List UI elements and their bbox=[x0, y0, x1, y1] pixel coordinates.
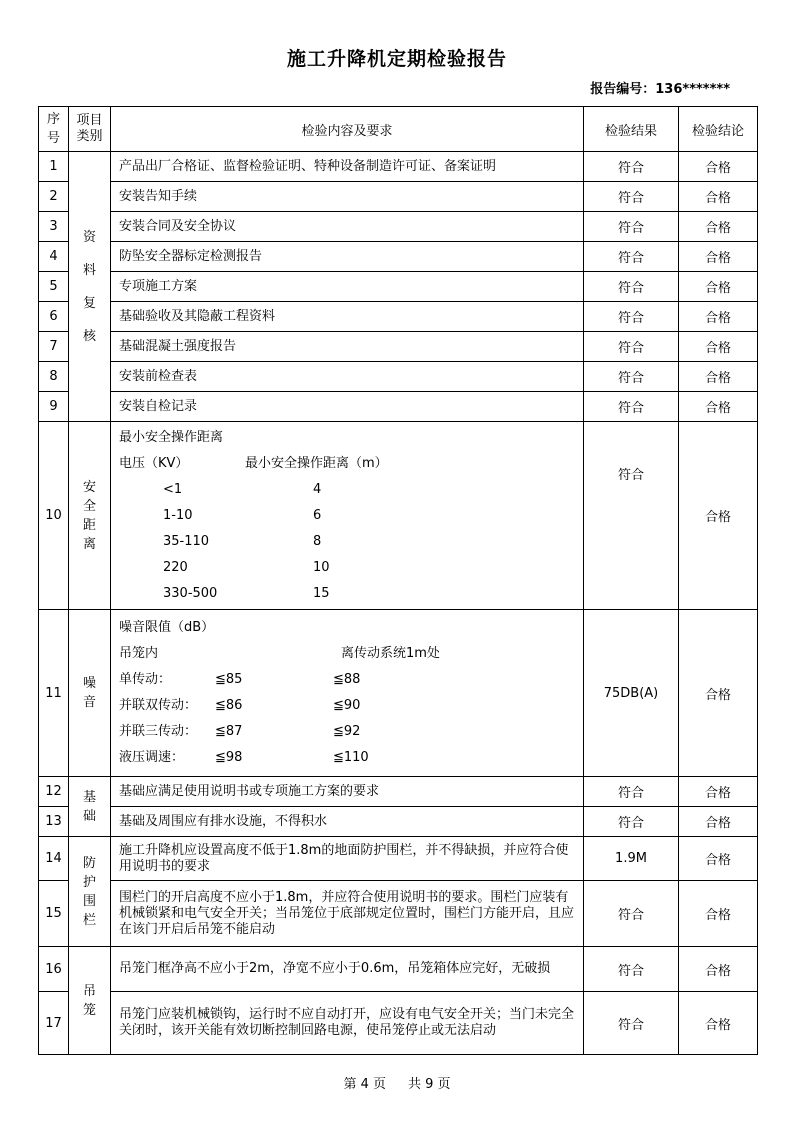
row-content: 防坠安全器标定检测报告 bbox=[111, 242, 584, 272]
row-content: 安装自检记录 bbox=[111, 392, 584, 422]
table-row bbox=[39, 992, 758, 1055]
row-conclusion: 合格 bbox=[679, 777, 758, 807]
safety-distance-content bbox=[111, 422, 584, 610]
row-conclusion: 合格 bbox=[679, 422, 758, 610]
row-conclusion: 合格 bbox=[679, 302, 758, 332]
table-row bbox=[39, 777, 758, 807]
row-content: 吊笼门框净高不应小于2m，净宽不应小于0.6m，吊笼箱体应完好，无破损 bbox=[111, 947, 584, 992]
row-conclusion: 合格 bbox=[679, 992, 758, 1055]
noise-drive-limit: ≦92 bbox=[333, 724, 361, 739]
report-number bbox=[590, 78, 730, 97]
table-row bbox=[39, 947, 758, 992]
safety-distance: 10 bbox=[313, 559, 330, 575]
table-row bbox=[39, 807, 758, 837]
noise-cage-limit: ≦87 bbox=[215, 724, 243, 739]
row-conclusion: 合格 bbox=[679, 242, 758, 272]
row-content: 基础应满足使用说明书或专项施工方案的要求 bbox=[111, 777, 584, 807]
row-conclusion: 合格 bbox=[679, 362, 758, 392]
row-number: 14 bbox=[39, 837, 69, 881]
noise-cage-limit: ≦86 bbox=[215, 698, 243, 713]
table-row-noise bbox=[39, 610, 758, 777]
noise-drive-type: 并联双传动： bbox=[119, 698, 198, 713]
inspection-table bbox=[38, 106, 758, 1055]
table-row bbox=[39, 392, 758, 422]
page-footer bbox=[0, 1073, 794, 1092]
table-row bbox=[39, 362, 758, 392]
row-content: 吊笼门应装机械锁钩，运行时不应自动打开，应设有电气安全开关；当门未完全关闭时，该开关能有效切断控制回路电源，使吊笼停止或无法启动 bbox=[111, 992, 584, 1055]
row-result: 符合 bbox=[584, 881, 679, 947]
row-result: 符合 bbox=[584, 992, 679, 1055]
noise-heading: 噪音限值（dB） bbox=[119, 620, 215, 635]
page-total: 共 9 页 bbox=[408, 1077, 451, 1092]
report-number-value: 136******* bbox=[655, 82, 730, 97]
category-docs: 资料复核 bbox=[69, 152, 111, 422]
page-number: 第 4 页 bbox=[343, 1077, 386, 1092]
row-conclusion: 合格 bbox=[679, 610, 758, 777]
noise-drive-limit: ≦88 bbox=[333, 672, 361, 687]
row-number: 5 bbox=[39, 272, 69, 302]
category-noise: 噪音 bbox=[69, 610, 111, 777]
row-conclusion: 合格 bbox=[679, 392, 758, 422]
row-content: 基础混凝土强度报告 bbox=[111, 332, 584, 362]
row-number: 8 bbox=[39, 362, 69, 392]
noise-cage-limit: ≦85 bbox=[215, 672, 243, 687]
row-number: 15 bbox=[39, 881, 69, 947]
table-row bbox=[39, 152, 758, 182]
row-result: 符合 bbox=[584, 362, 679, 392]
row-number: 13 bbox=[39, 807, 69, 837]
row-number: 10 bbox=[39, 422, 69, 610]
row-conclusion: 合格 bbox=[679, 837, 758, 881]
row-number: 12 bbox=[39, 777, 69, 807]
row-content: 围栏门的开启高度不应小于1.8m，并应符合使用说明书的要求。围栏门应装有机械锁紧和电气安全开关；当吊笼位于底部规定位置时，围栏门方能开启，且应在该门开启后吊笼不能启动 bbox=[111, 881, 584, 947]
row-content: 基础及周围应有排水设施，不得积水 bbox=[111, 807, 584, 837]
noise-drive-limit: ≦110 bbox=[333, 750, 369, 765]
row-conclusion: 合格 bbox=[679, 272, 758, 302]
row-content: 安装告知手续 bbox=[111, 182, 584, 212]
safety-heading: 最小安全操作距离 bbox=[119, 429, 224, 445]
noise-drive-type: 液压调速： bbox=[119, 750, 185, 765]
row-conclusion: 合格 bbox=[679, 152, 758, 182]
noise-drive-limit: ≦90 bbox=[333, 698, 361, 713]
table-row bbox=[39, 837, 758, 881]
category-safety: 安全距离 bbox=[69, 422, 111, 610]
safety-voltage: 35-110 bbox=[163, 533, 210, 549]
safety-distance: 4 bbox=[313, 481, 322, 497]
row-conclusion: 合格 bbox=[679, 182, 758, 212]
category-foundation: 基础 bbox=[69, 777, 111, 837]
noise-drive-type: 单传动： bbox=[119, 672, 172, 687]
row-number: 17 bbox=[39, 992, 69, 1055]
category-cage: 吊笼 bbox=[69, 947, 111, 1055]
table-row bbox=[39, 272, 758, 302]
row-conclusion: 合格 bbox=[679, 881, 758, 947]
noise-col-drive: 离传动系统1m处 bbox=[341, 646, 440, 661]
row-content: 安装合同及安全协议 bbox=[111, 212, 584, 242]
row-result: 符合 bbox=[584, 272, 679, 302]
safety-distance: 6 bbox=[313, 507, 322, 523]
noise-cage-limit: ≦98 bbox=[215, 750, 243, 765]
noise-col-cage: 吊笼内 bbox=[119, 646, 159, 661]
row-result: 符合 bbox=[584, 212, 679, 242]
safety-col-voltage: 电压（KV） bbox=[119, 455, 189, 471]
row-content: 安装前检查表 bbox=[111, 362, 584, 392]
row-result: 符合 bbox=[584, 152, 679, 182]
row-number: 7 bbox=[39, 332, 69, 362]
table-header-row bbox=[39, 107, 758, 152]
safety-col-distance: 最小安全操作距离（m） bbox=[245, 455, 388, 471]
safety-voltage: 330-500 bbox=[163, 585, 218, 601]
report-title: 施工升降机定期检验报告 bbox=[286, 48, 507, 70]
row-result: 符合 bbox=[584, 947, 679, 992]
safety-distance: 15 bbox=[313, 585, 330, 601]
row-number: 11 bbox=[39, 610, 69, 777]
row-result: 1.9M bbox=[584, 837, 679, 881]
table-row bbox=[39, 242, 758, 272]
category-fence: 防护围栏 bbox=[69, 837, 111, 947]
row-number: 6 bbox=[39, 302, 69, 332]
row-conclusion: 合格 bbox=[679, 212, 758, 242]
row-result: 符合 bbox=[584, 422, 679, 610]
row-result: 符合 bbox=[584, 182, 679, 212]
header-category: 项目类别 bbox=[69, 107, 111, 152]
row-result: 75DB(A) bbox=[584, 610, 679, 777]
safety-voltage: <1 bbox=[163, 481, 183, 497]
safety-distance: 8 bbox=[313, 533, 322, 549]
row-content: 产品出厂合格证、监督检验证明、特种设备制造许可证、备案证明 bbox=[111, 152, 584, 182]
row-content: 基础验收及其隐蔽工程资料 bbox=[111, 302, 584, 332]
table-row bbox=[39, 332, 758, 362]
row-conclusion: 合格 bbox=[679, 807, 758, 837]
table-row bbox=[39, 302, 758, 332]
row-conclusion: 合格 bbox=[679, 332, 758, 362]
row-result: 符合 bbox=[584, 302, 679, 332]
header-content: 检验内容及要求 bbox=[111, 107, 584, 152]
table-row bbox=[39, 212, 758, 242]
row-number: 2 bbox=[39, 182, 69, 212]
header-result: 检验结果 bbox=[584, 107, 679, 152]
row-conclusion: 合格 bbox=[679, 947, 758, 992]
table-row bbox=[39, 881, 758, 947]
row-number: 9 bbox=[39, 392, 69, 422]
noise-drive-type: 并联三传动： bbox=[119, 724, 198, 739]
row-result: 符合 bbox=[584, 807, 679, 837]
report-number-label: 报告编号： bbox=[590, 82, 656, 97]
row-number: 4 bbox=[39, 242, 69, 272]
header-conclusion: 检验结论 bbox=[679, 107, 758, 152]
row-content: 施工升降机应设置高度不低于1.8m的地面防护围栏，并不得缺损，并应符合使用说明书的要求 bbox=[111, 837, 584, 881]
noise-limit-content bbox=[111, 610, 584, 777]
table-row bbox=[39, 182, 758, 212]
safety-voltage: 1-10 bbox=[163, 507, 193, 523]
row-result: 符合 bbox=[584, 242, 679, 272]
safety-voltage: 220 bbox=[163, 559, 188, 575]
row-result: 符合 bbox=[584, 777, 679, 807]
row-result: 符合 bbox=[584, 392, 679, 422]
row-number: 16 bbox=[39, 947, 69, 992]
row-number: 1 bbox=[39, 152, 69, 182]
row-number: 3 bbox=[39, 212, 69, 242]
row-content: 专项施工方案 bbox=[111, 272, 584, 302]
header-no: 序号 bbox=[39, 107, 69, 152]
table-row-safety bbox=[39, 422, 758, 610]
row-result: 符合 bbox=[584, 332, 679, 362]
